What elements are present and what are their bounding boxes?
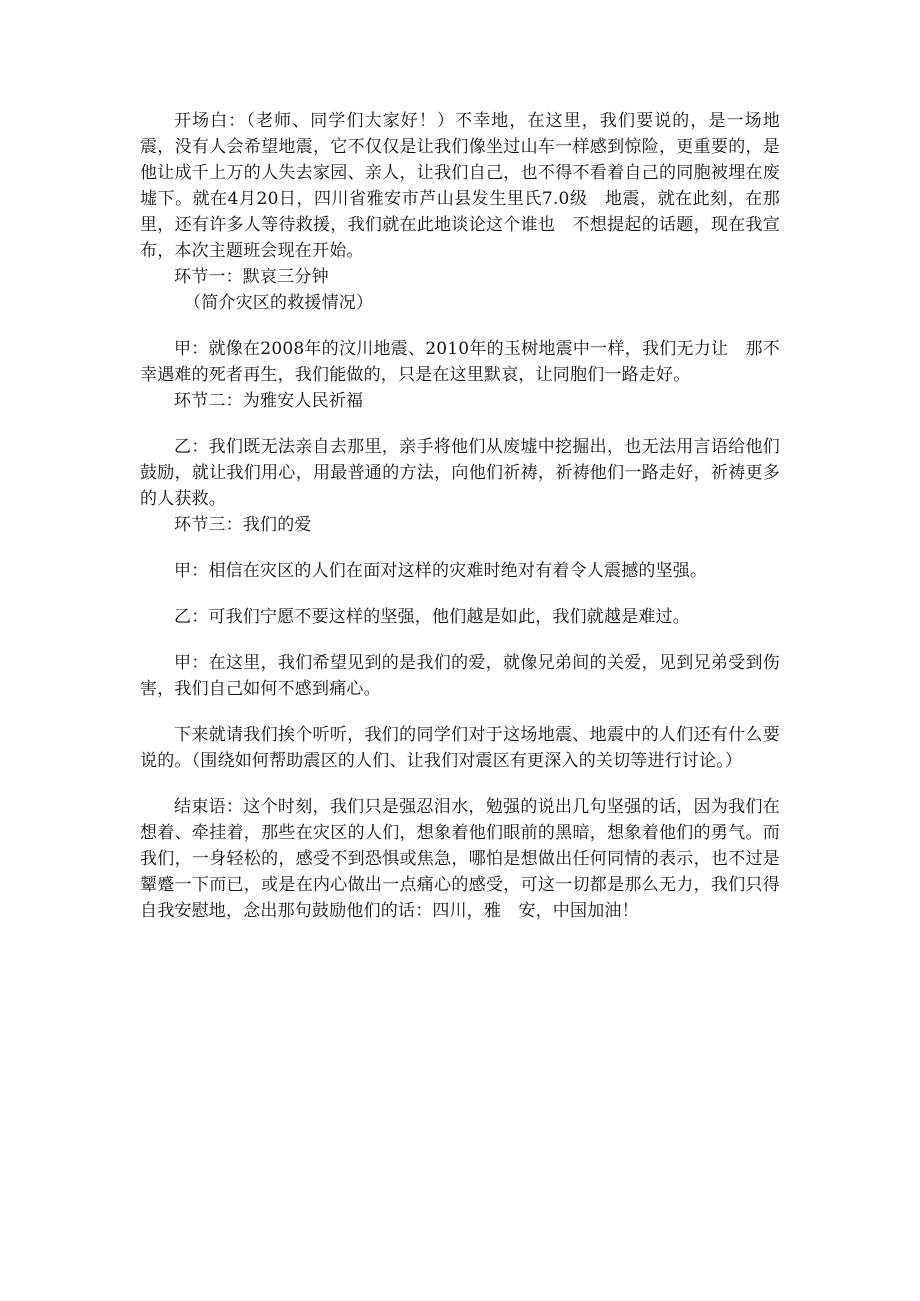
section-3-yi-paragraph: 乙：可我们宁愿不要这样的坚强，他们越是如此，我们就越是难过。 (174, 607, 690, 627)
section-1-title: 环节一：默哀三分钟 (174, 267, 329, 287)
opening-paragraph: 开场白：（老师、同学们大家好！）不幸地，在这里，我们要说的，是一场地震，没有人会希望地震，它不仅仅是让我们像坐过山车一样感到惊险，更重要的，是他让成千上万的人失去家园、亲人，让我们自己，也不得不看着自己的同胞被埋在废墟下。就在4月20日，四川省雅安市芦山县发生里氏7.0级 地震，就在此刻，在那里，还有许多人等待救援，我们就在此地谈论这个谁也 不想提起的话题，现在我宣布，本次主题班会现在开始。 (140, 111, 780, 261)
section-3-title: 环节三：我们的爱 (174, 515, 312, 535)
section-2-yi-paragraph: 乙：我们既无法亲自去那里，亲手将他们从废墟中挖掘出，也无法用言语给他们鼓励，就让我们用心，用最普通的方法，向他们祈祷，祈祷他们一路走好，祈祷更多的人获救。 (140, 437, 780, 509)
document-body (140, 108, 780, 924)
section-1-note: （简介灾区的救援情况） (184, 293, 374, 313)
discussion-paragraph: 下来就请我们挨个听听，我们的同学们对于这场地震、地震中的人们还有什么要说的。（围绕如何帮助震区的人们、让我们对震区有更深入的关切等进行讨论。） (140, 725, 780, 771)
section-3-jia-paragraph-2: 甲：在这里，我们希望见到的是我们的爱，就像兄弟间的关爱，见到兄弟受到伤害，我们自己如何不感到痛心。 (140, 653, 780, 699)
section-1-jia-paragraph: 甲：就像在2008年的汶川地震、2010年的玉树地震中一样，我们无力让 那不幸遇难的死者再生，我们能做的，只是在这里默哀，让同胞们一路走好。 (140, 339, 780, 385)
closing-paragraph: 结束语：这个时刻，我们只是强忍泪水，勉强的说出几句坚强的话，因为我们在想着、牵挂着，那些在灾区的人们，想象着他们眼前的黑暗，想象着他们的勇气。而我们，一身轻松的，感受不到恐惧或焦急，哪怕是想做出任何同情的表示，也不过是颦蹙一下而已，或是在内心做出一点痛心的感受，可这一切都是那么无力，我们只得自我安慰地，念出那句鼓励他们的话：四川，雅 安，中国加油！ (140, 797, 780, 921)
section-2-title: 环节二：为雅安人民祈福 (174, 391, 364, 411)
section-3-jia-paragraph-1: 甲：相信在灾区的人们在面对这样的灾难时绝对有着令人震撼的坚强。 (174, 561, 708, 581)
